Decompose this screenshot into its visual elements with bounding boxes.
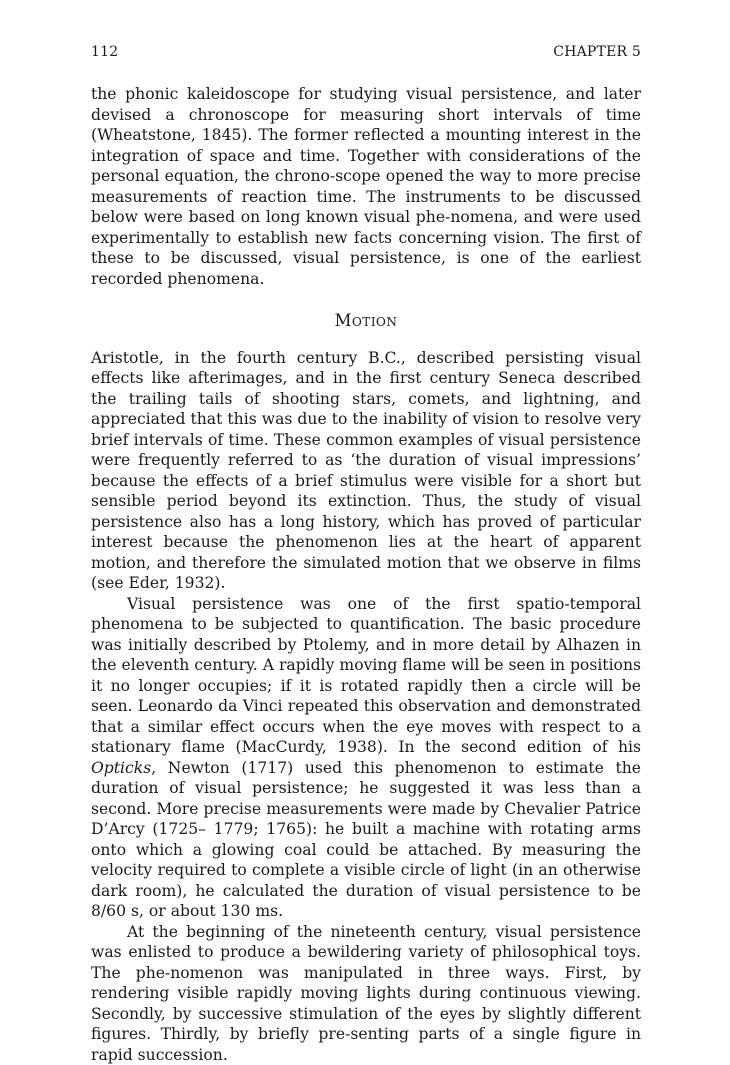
body-text	[91, 84, 641, 1065]
paragraph-quantification-text-1: Visual persistence was one of the first spatio-temporal phenomena to be subjected to quantification. The basic procedure was initially described by Ptolemy, and in more detail by Alhazen in the eleventh century. A rapidly moving flame will be seen in positions it no longer occupies; if it is rotated rapidly then a circle will be seen. Leonardo da Vinci repeated this observation and demonstrated that a similar effect occurs when the eye moves with respect to a stationary flame (MacCurdy, 1938). In the second edition of his	[91, 595, 641, 757]
paragraph-aristotle: Aristotle, in the fourth century B.C., described persisting visual effects like afterimages, and in the first century Seneca described the trailing tails of shooting stars, comets, and lightning, and appreciated that this was due to the inability of vision to resolve very brief intervals of time. These common examples of visual persistence were frequently referred to as ‘the duration of visual impressions’ because the effects of a brief stimulus were visible for a short but sensible period beyond its extinction. Thus, the study of visual persistence also has a long history, which has proved of particular interest because the phenomenon lies at the heart of apparent motion, and therefore the simulated motion that we observe in films (see Eder, 1932).	[91, 348, 641, 594]
opticks-title: Opticks	[91, 759, 151, 777]
paragraph-philosophical-toys: At the beginning of the nineteenth century, visual persistence was enlisted to produce a bewildering variety of philosophical toys. The phe-nomenon was manipulated in three ways. First, by rendering visible rapidly moving lights during continuous viewing. Secondly, by successive stimulation of the eyes by slightly different figures. Thirdly, by briefly pre-senting parts of a single figure in rapid succession.	[91, 922, 641, 1065]
book-page	[91, 44, 641, 1065]
paragraph-quantification	[91, 594, 641, 922]
running-header	[91, 44, 641, 66]
intro-paragraph: the phonic kaleidoscope for studying visual persistence, and later devised a chronoscope for measuring short intervals of time (Wheatstone, 1845). The former reflected a mounting interest in the integration of space and time. Together with considerations of the personal equation, the chrono-scope opened the way to more precise measurements of reaction time. The instruments to be discussed below were based on long known visual phe-nomena, and were used experimentally to establish new facts concerning vision. The first of these to be discussed, visual persistence, is one of the earliest recorded phenomena.	[91, 84, 641, 289]
paragraph-quantification-text-2: , Newton (1717) used this phenomenon to estimate the duration of visual persistence; he suggested it was less than a second. More precise measurements were made by Chevalier Patrice D’Arcy (1725– 1779; 1765): he built a machine with rotating arms onto which a glowing coal could be attached. By measuring the velocity required to complete a visible circle of light (in an otherwise dark room), he calculated the duration of visual persistence to be 8/60 s, or about 130 ms.	[91, 759, 641, 921]
page-number: 112	[91, 44, 118, 66]
chapter-label: CHAPTER 5	[553, 44, 641, 66]
section-heading: Motion	[91, 311, 641, 332]
